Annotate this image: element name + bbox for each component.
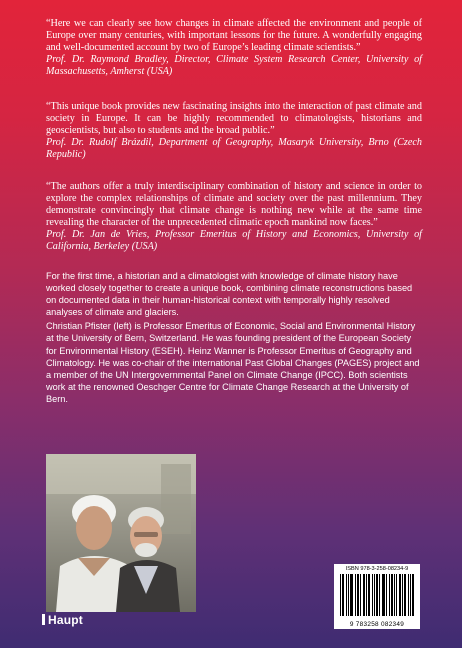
barcode-digits: 9 783258 082349 <box>349 621 405 628</box>
quote-text: “This unique book provides new fascinating insights into the interaction of past climate and society in Europe. It can be highly recommended to climatologists, historians and geoscientists, but also to students and the broad public.” <box>46 101 422 137</box>
description-paragraph-2: Christian Pfister (left) is Professor Emeritus of Economic, Social and Environmental History at the University of Bern, Switzerland. He was founding president of the European Society for Environmental History (ESEH). Heinz Wanner is Professor Emeritus of Geography and Climatology. He was co-chair of the international Past Global Changes (PAGES) project and a member of the UN Intergovernmental Panel on Climate Change (IPCC). Both scientists work at the renowned Oeschger Centre for Climate Change Research at the University of Bern. <box>46 321 420 404</box>
quote-text: “Here we can clearly see how changes in climate affected the environment and people of Europe over many centuries, with important lessons for the future. A wonderfully engaging and well-documented account by two of Europe’s leading climate scientists.” <box>46 18 422 54</box>
quote-attribution: Prof. Dr. Rudolf Brázdil, Department of Geography, Masaryk University, Brno (Czech Republic) <box>46 137 422 161</box>
isbn-barcode <box>334 564 420 629</box>
authors-photo-illustration <box>46 454 196 612</box>
description-paragraph-1: For the first time, a historian and a climatologist with knowledge of climate history have worked closely together to create a unique book, combining climate reconstructions based on documented data in their human-historical context with temporally highly resolved analyses of climate and glaciers. <box>46 271 413 318</box>
book-description <box>46 270 422 407</box>
quote-text: “The authors offer a truly interdisciplinary combination of history and science in order to explore the complex relationships of climate and society over the past millennium. They demonstrate convincingly that climate change is nothing new while at the same time revealing the character of the unprecedented climatic epoch mankind now faces.” <box>46 181 422 229</box>
review-quote-1 <box>46 18 422 78</box>
review-quote-3 <box>46 181 422 254</box>
quote-attribution: Prof. Dr. Jan de Vries, Professor Emeritus of History and Economics, University of California, Berkeley (USA) <box>46 229 422 253</box>
quote-attribution: Prof. Dr. Raymond Bradley, Director, Climate System Research Center, University of Massachusetts, Amherst (USA) <box>46 54 422 78</box>
authors-photo <box>46 454 196 612</box>
barcode-bars <box>340 574 414 616</box>
review-quote-2 <box>46 101 422 161</box>
isbn-label: ISBN 978-3-258-08234-9 <box>345 566 409 572</box>
publisher-logo <box>42 613 83 627</box>
publisher-mark-icon <box>42 614 45 625</box>
publisher-name: Haupt <box>48 613 83 627</box>
